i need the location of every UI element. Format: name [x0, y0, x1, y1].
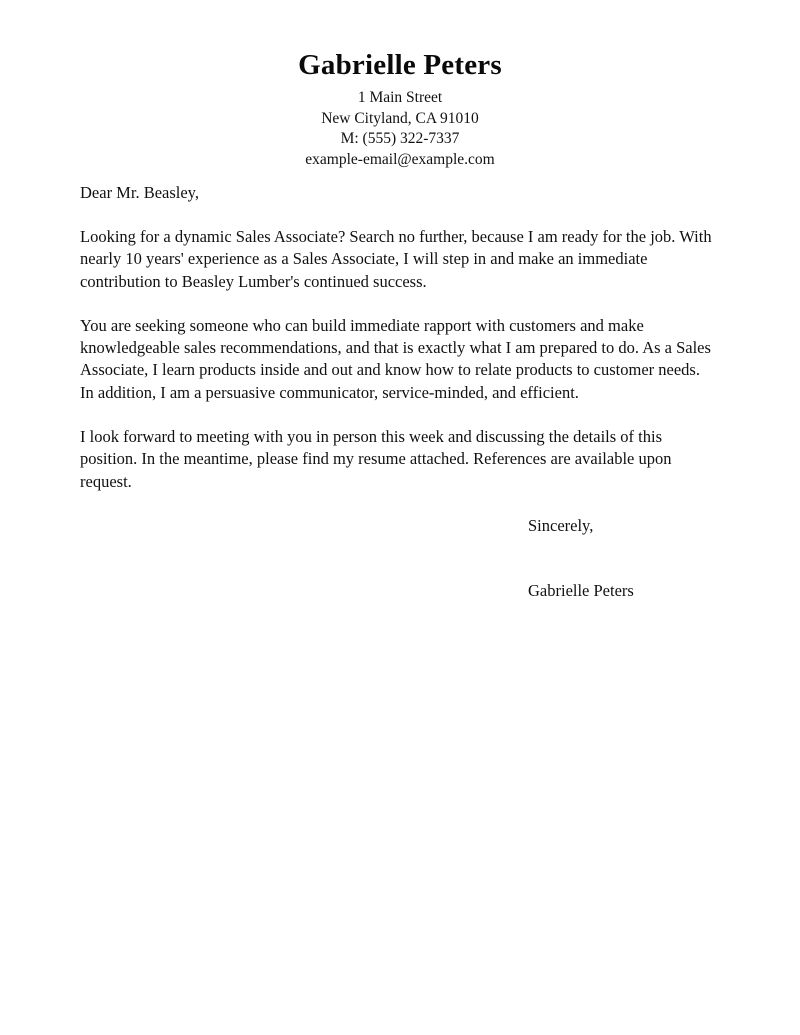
closing-salutation: Sincerely, — [528, 516, 594, 535]
letter-paragraph-1: Looking for a dynamic Sales Associate? Search no further, because I am ready for the job. With nearly 10 years' experience as a Sales Associate, I will step in and make an immediate contribution to Beasley Lumber's continued success. — [80, 227, 712, 291]
contact-phone: M: (555) 322-7337 — [340, 130, 460, 147]
applicant-name-heading: Gabrielle Peters — [298, 49, 502, 81]
letter-salutation: Dear Mr. Beasley, — [80, 183, 199, 202]
letter-paragraph-3: I look forward to meeting with you in person this week and discussing the details of this position. In the meantime, please find my resume attached. References are available upon request. — [80, 427, 672, 491]
letter-closing — [528, 515, 778, 537]
contact-email: example-email@example.com — [305, 150, 495, 168]
letterhead — [0, 48, 800, 170]
letter-paragraph-2: You are seeking someone who can build immediate rapport with customers and make knowledgeable sales recommendations, and that is exactly what I am prepared to do. As a Sales Associate, I learn products inside and out and know how to relate products to customer needs. In addition, I am a persuasive communicator, service-minded, and efficient. — [80, 315, 711, 402]
contact-street: 1 Main Street — [357, 89, 443, 106]
letter-body — [80, 182, 714, 493]
signature-name: Gabrielle Peters — [528, 581, 634, 600]
contact-city-state-zip: New Cityland, CA 91010 — [321, 109, 479, 127]
